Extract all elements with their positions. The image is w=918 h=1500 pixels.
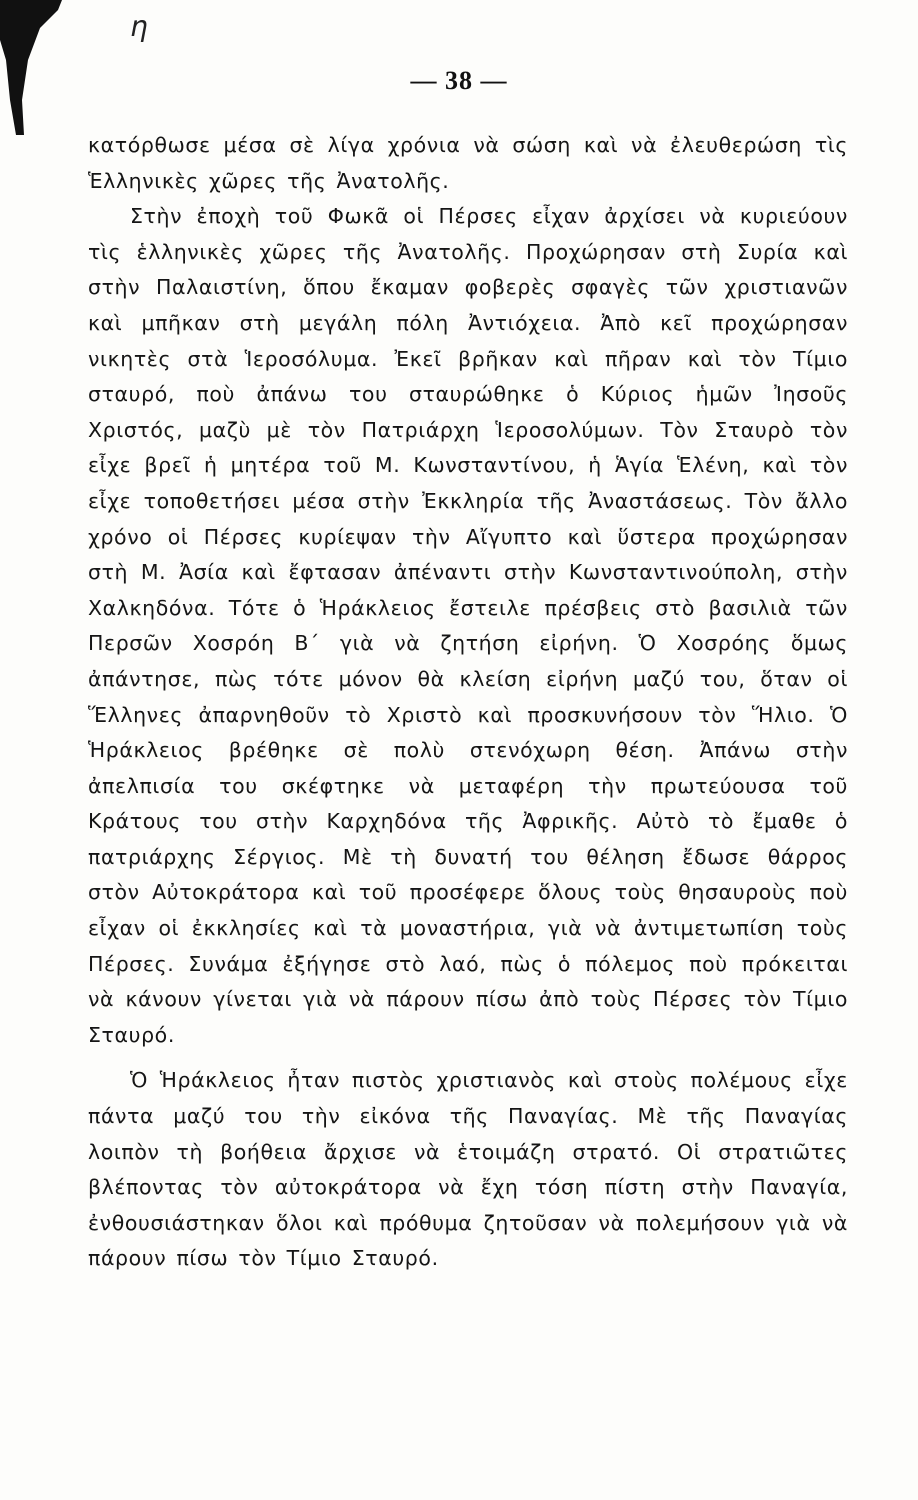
paragraph-3: Ὁ Ἡράκλειος ἦταν πιστὸς χριστιανὸς καὶ στοὺς πολέμους εἶχε πάντα μαζύ του τὴν εἰκόνα τῆς Παναγίας. Μὲ τῆς Παναγίας λοιπὸν τὴ βοήθεια ἄρχισε νὰ ἑτοιμάζη στρατό. Οἱ στρατιῶτες βλέποντας τὸν αὐτοκράτορα νὰ ἔχη τόση πίστη στὴν Παναγία, ἐνθουσιάστηκαν ὅλοι καὶ πρόθυμα ζητοῦσαν νὰ πολεμήσουν γιὰ νὰ πάρουν πίσω τὸν Τίμιο Σταυρό. bbox=[88, 1068, 848, 1271]
handwritten-mark: η bbox=[130, 10, 148, 43]
paragraph-1: κατόρθωσε μέσα σὲ λίγα χρόνια νὰ σώση καὶ νὰ ἐλευθερώση τὶς Ἑλληνικὲς χῶρες τῆς Ἀνατολῆς. bbox=[88, 133, 848, 193]
body-text bbox=[88, 128, 848, 1277]
page-number: — 38 — bbox=[410, 66, 508, 95]
paragraph-2: Στὴν ἐποχὴ τοῦ Φωκᾶ οἱ Πέρσες εἶχαν ἀρχίσει νὰ κυριεύουν τὶς ἑλληνικὲς χῶρες τῆς Ἀνατολῆς. Προχώρησαν στὴ Συρία καὶ στὴν Παλαιστίνη, ὅπου ἔκαμαν φοβερὲς σφαγὲς τῶν χριστιανῶν καὶ μπῆκαν στὴ μεγάλη πόλη Ἀντιόχεια. Ἀπὸ κεῖ προχώρησαν νικητὲς στὰ Ἱεροσόλυμα. Ἐκεῖ βρῆκαν καὶ πῆραν καὶ τὸν Τίμιο σταυρό, ποὺ ἀπάνω του σταυρώθηκε ὁ Κύριος ἡμῶν Ἰησοῦς Χριστός, μαζὺ μὲ τὸν Πατριάρχη Ἱεροσολύμων. Τὸν Σταυρὸ τὸν εἶχε βρεῖ ἡ μητέρα τοῦ Μ. Κωνσταντίνου, ἡ Ἁγία Ἑλένη, καὶ τὸν εἶχε τοποθετήσει μέσα στὴν Ἐκκληρία τῆς Ἀναστάσεως. Τὸν ἄλλο χρόνο οἱ Πέρσες κυρίεψαν τὴν Αἴγυπτο καὶ ὕστερα προχώρησαν στὴ Μ. Ἀσία καὶ ἔφτασαν ἀπέναντι στὴν Κωνσταντινούπολη, στὴν Χαλκηδόνα. Τότε ὁ Ἡράκλειος ἔστειλε πρέσβεις στὸ βασιλιὰ τῶν Περσῶν Χοσρόη Β΄ γιὰ νὰ ζητήση εἰρήνη. Ὁ Χοσρόης ὅμως ἀπάντησε, πὼς τότε μόνον θὰ κλείση εἰρήνη μαζύ του, ὅταν οἱ Ἕλληνες ἀπαρνηθοῦν τὸ Χριστὸ καὶ προσκυνήσουν τὸν Ἥλιο. Ὁ Ἡράκλειος βρέθηκε σὲ πολὺ στενόχωρη θέση. Ἀπάνω στὴν ἀπελπισία του σκέφτηκε νὰ μεταφέρη τὴν πρωτεύουσα τοῦ Κράτους του στὴν Καρχηδόνα τῆς Ἀφρικῆς. Αὐτὸ τὸ ἔμαθε ὁ πατριάρχης Σέργιος. Μὲ τὴ δυνατή του θέληση ἔδωσε θάρρος στὸν Αὐτοκράτορα καὶ τοῦ προσέφερε ὅλους τοὺς θησαυροὺς ποὺ εἶχαν οἱ ἐκκλησίες καὶ τὰ μοναστήρια, γιὰ νὰ ἀντιμετωπίση τοὺς Πέρσες. Συνάμα ἐξήγησε στὸ λαό, πὼς ὁ πόλεμος ποὺ πρόκειται νὰ κάνουν γίνεται γιὰ νὰ πάρουν πίσω ἀπὸ τοὺς Πέρσες τὸν Τίμιο Σταυρό. bbox=[88, 204, 848, 1047]
